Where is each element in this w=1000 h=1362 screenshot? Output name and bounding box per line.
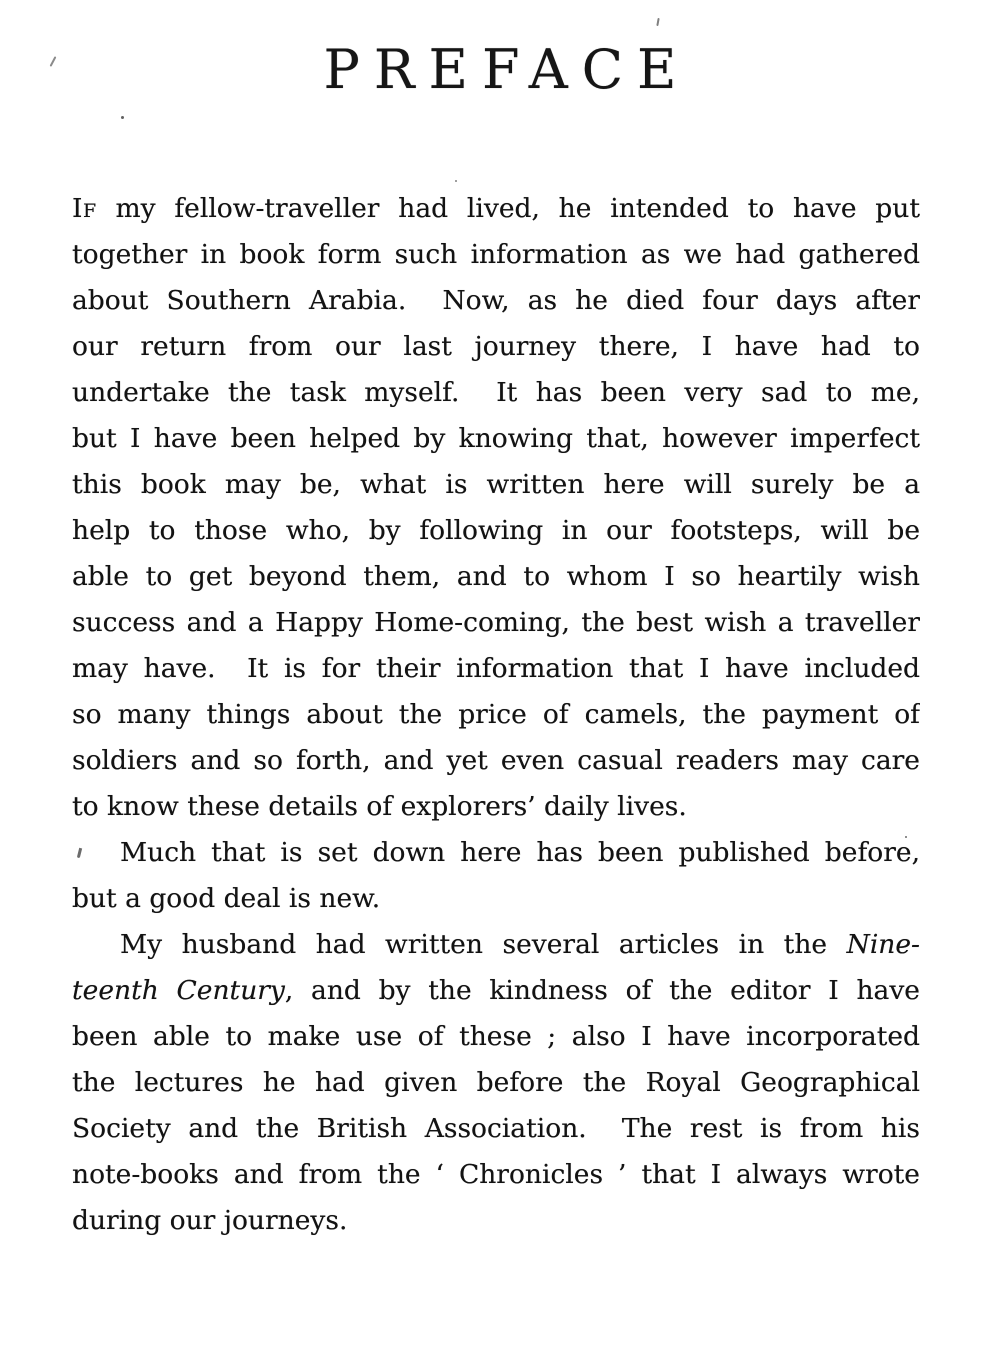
text-line: may have. It is for their information that I have included (72, 653, 920, 684)
italic-text: teenth Century (72, 975, 285, 1006)
text-line: note-books and from the ‘ Chronicles ’ that I always wrote (72, 1159, 920, 1190)
text-column (72, 186, 920, 1244)
text-line: able to get beyond them, and to whom I so heartily wish (72, 561, 920, 592)
text-line: our return from our last journey there, I have had to (72, 331, 920, 362)
text-line: been able to make use of these ; also I have incorporated (72, 1021, 920, 1052)
text-line (72, 968, 920, 1014)
text-line: during our journeys. (72, 1205, 348, 1236)
italic-text: Nine- (846, 929, 920, 960)
text-line: soldiers and so forth, and yet even casual readers may care (72, 745, 920, 776)
page-title: PREFACE (323, 38, 691, 101)
text-line: so many things about the price of camels, the payment of (72, 699, 920, 730)
text-line: about Southern Arabia. Now, as he died four days after (72, 285, 920, 316)
line-text: my fellow-traveller had lived, he intended to have put (115, 193, 920, 224)
text-line: together in book form such information as we had gathered (72, 239, 920, 270)
text-line (72, 186, 920, 232)
text-line: Much that is set down here has been published before, (120, 837, 920, 868)
text-line: success and a Happy Home-coming, the best wish a traveller (72, 607, 920, 638)
scan-artifact (121, 116, 124, 119)
text-line: the lectures he had given before the Royal Geographical (72, 1067, 920, 1098)
text-line: help to those who, by following in our footsteps, will be (72, 515, 920, 546)
text-line: Society and the British Association. The rest is from his (72, 1113, 920, 1144)
text-line: this book may be, what is written here will surely be a (72, 469, 920, 500)
scan-artifact (455, 180, 457, 182)
text-line: but a good deal is new. (72, 883, 381, 914)
text-line: undertake the task myself. It has been very sad to me, (72, 377, 920, 408)
lead-word: If (72, 193, 97, 224)
text-line: but I have been helped by knowing that, however imperfect (72, 423, 920, 454)
text-line (72, 922, 920, 968)
scan-artifact (656, 18, 659, 26)
line-text: , and by the kindness of the editor I have (284, 975, 920, 1006)
line-text: My husband had written several articles in the (120, 929, 828, 960)
text-line: to know these details of explorers’ daily lives. (72, 791, 687, 822)
